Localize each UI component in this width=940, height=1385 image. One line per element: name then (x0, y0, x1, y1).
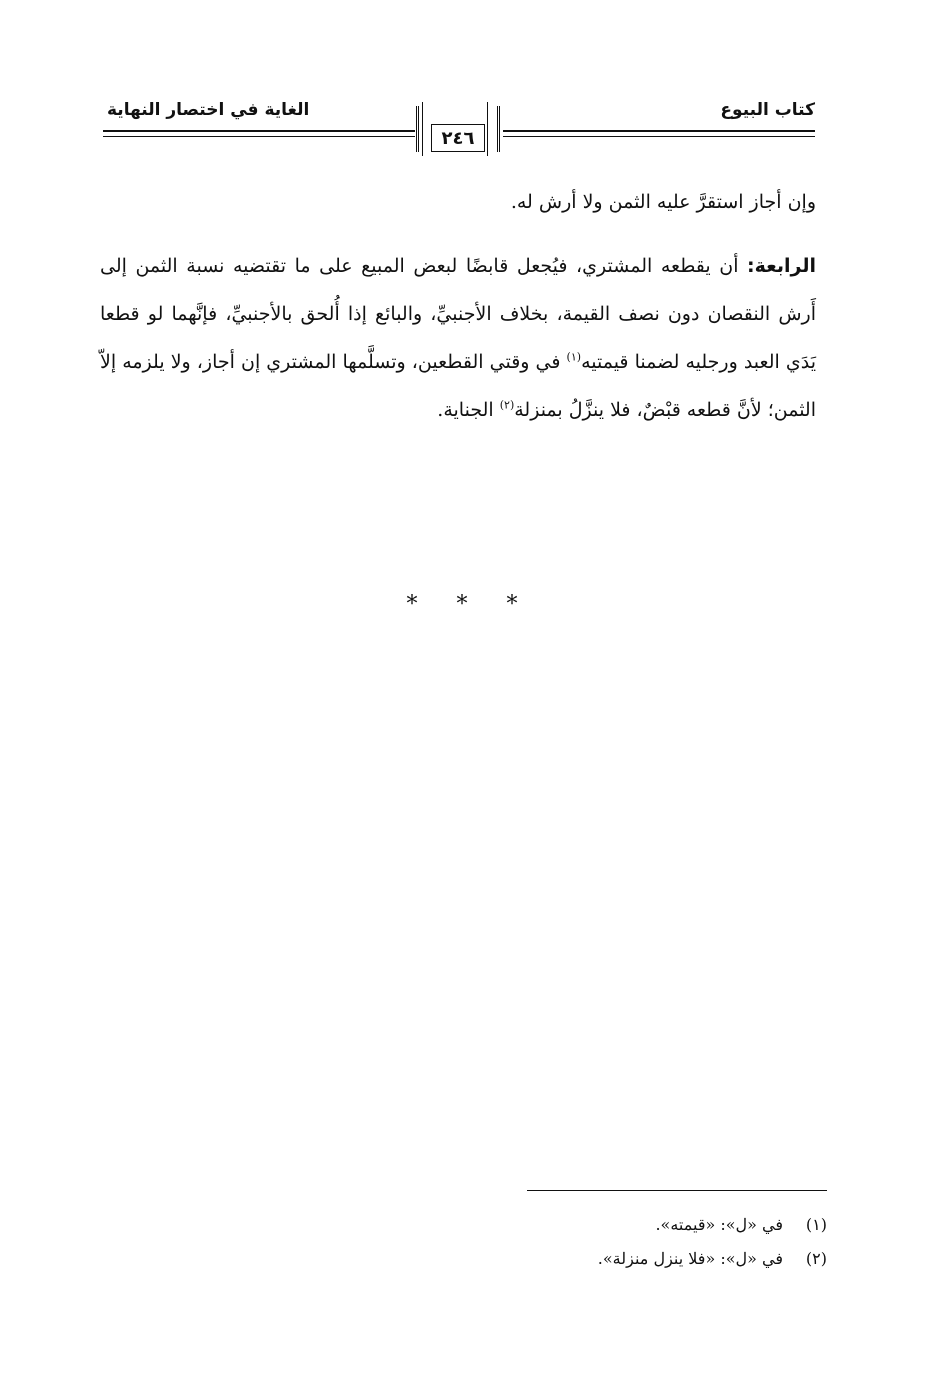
header-rule-left (103, 130, 415, 132)
footnote-separator (527, 1190, 827, 1191)
page-number-frame (416, 106, 500, 152)
main-text (100, 178, 816, 434)
footnote-text: في «ل»: «قيمته». (655, 1215, 783, 1234)
header-rule-right-thin (503, 136, 815, 137)
footnote-item (407, 1242, 827, 1276)
paragraph-text: الجناية. (437, 399, 500, 421)
paragraph-text: أن يقطعه المشتري، فيُجعل قابضًا لبعض المبيع على ما تقتضيه نسبة الثمن إلى أَرش النقصان دون نصف القيمة، بخلاف الأجنبيِّ، والبائع إذا أُلحق بالأجنبيِّ، فإنَّهما لو قطعا يَدَي العبد ورجليه لضمنا قيمتيه (100, 255, 816, 373)
header-rule-left-thin (103, 136, 415, 137)
page-number: ٢٤٦ (431, 124, 485, 152)
section-divider: * * * (406, 592, 534, 617)
paragraph-1: وإن أجاز استقرَّ عليه الثمن ولا أرش له. (510, 191, 816, 213)
paragraph-text: في وقتي القطعين، وتسلَّمها المشتري إن أجاز، ولا يلزمه إلاّ الثمن؛ لأنَّ قطعه قبْضٌ، فلا ينزَّلُ بمنزلة (100, 351, 816, 421)
footnote-text: في «ل»: «فلا ينزل منزلة». (597, 1249, 783, 1268)
chapter-title: كتاب البيوع (720, 100, 815, 120)
footnote-ref-1: (١) (566, 350, 582, 364)
paragraph-heading: الرابعة: (747, 255, 816, 277)
header-rule-right (503, 130, 815, 132)
book-title: الغاية في اختصار النهاية (107, 100, 310, 120)
footnote-item (407, 1208, 827, 1242)
paragraph-2 (100, 242, 816, 434)
running-header (103, 96, 815, 156)
footnote-ref-2: (٢) (499, 398, 515, 412)
footnote-number: (٢) (805, 1249, 827, 1268)
footnotes (407, 1208, 827, 1276)
footnote-number: (١) (805, 1215, 827, 1234)
